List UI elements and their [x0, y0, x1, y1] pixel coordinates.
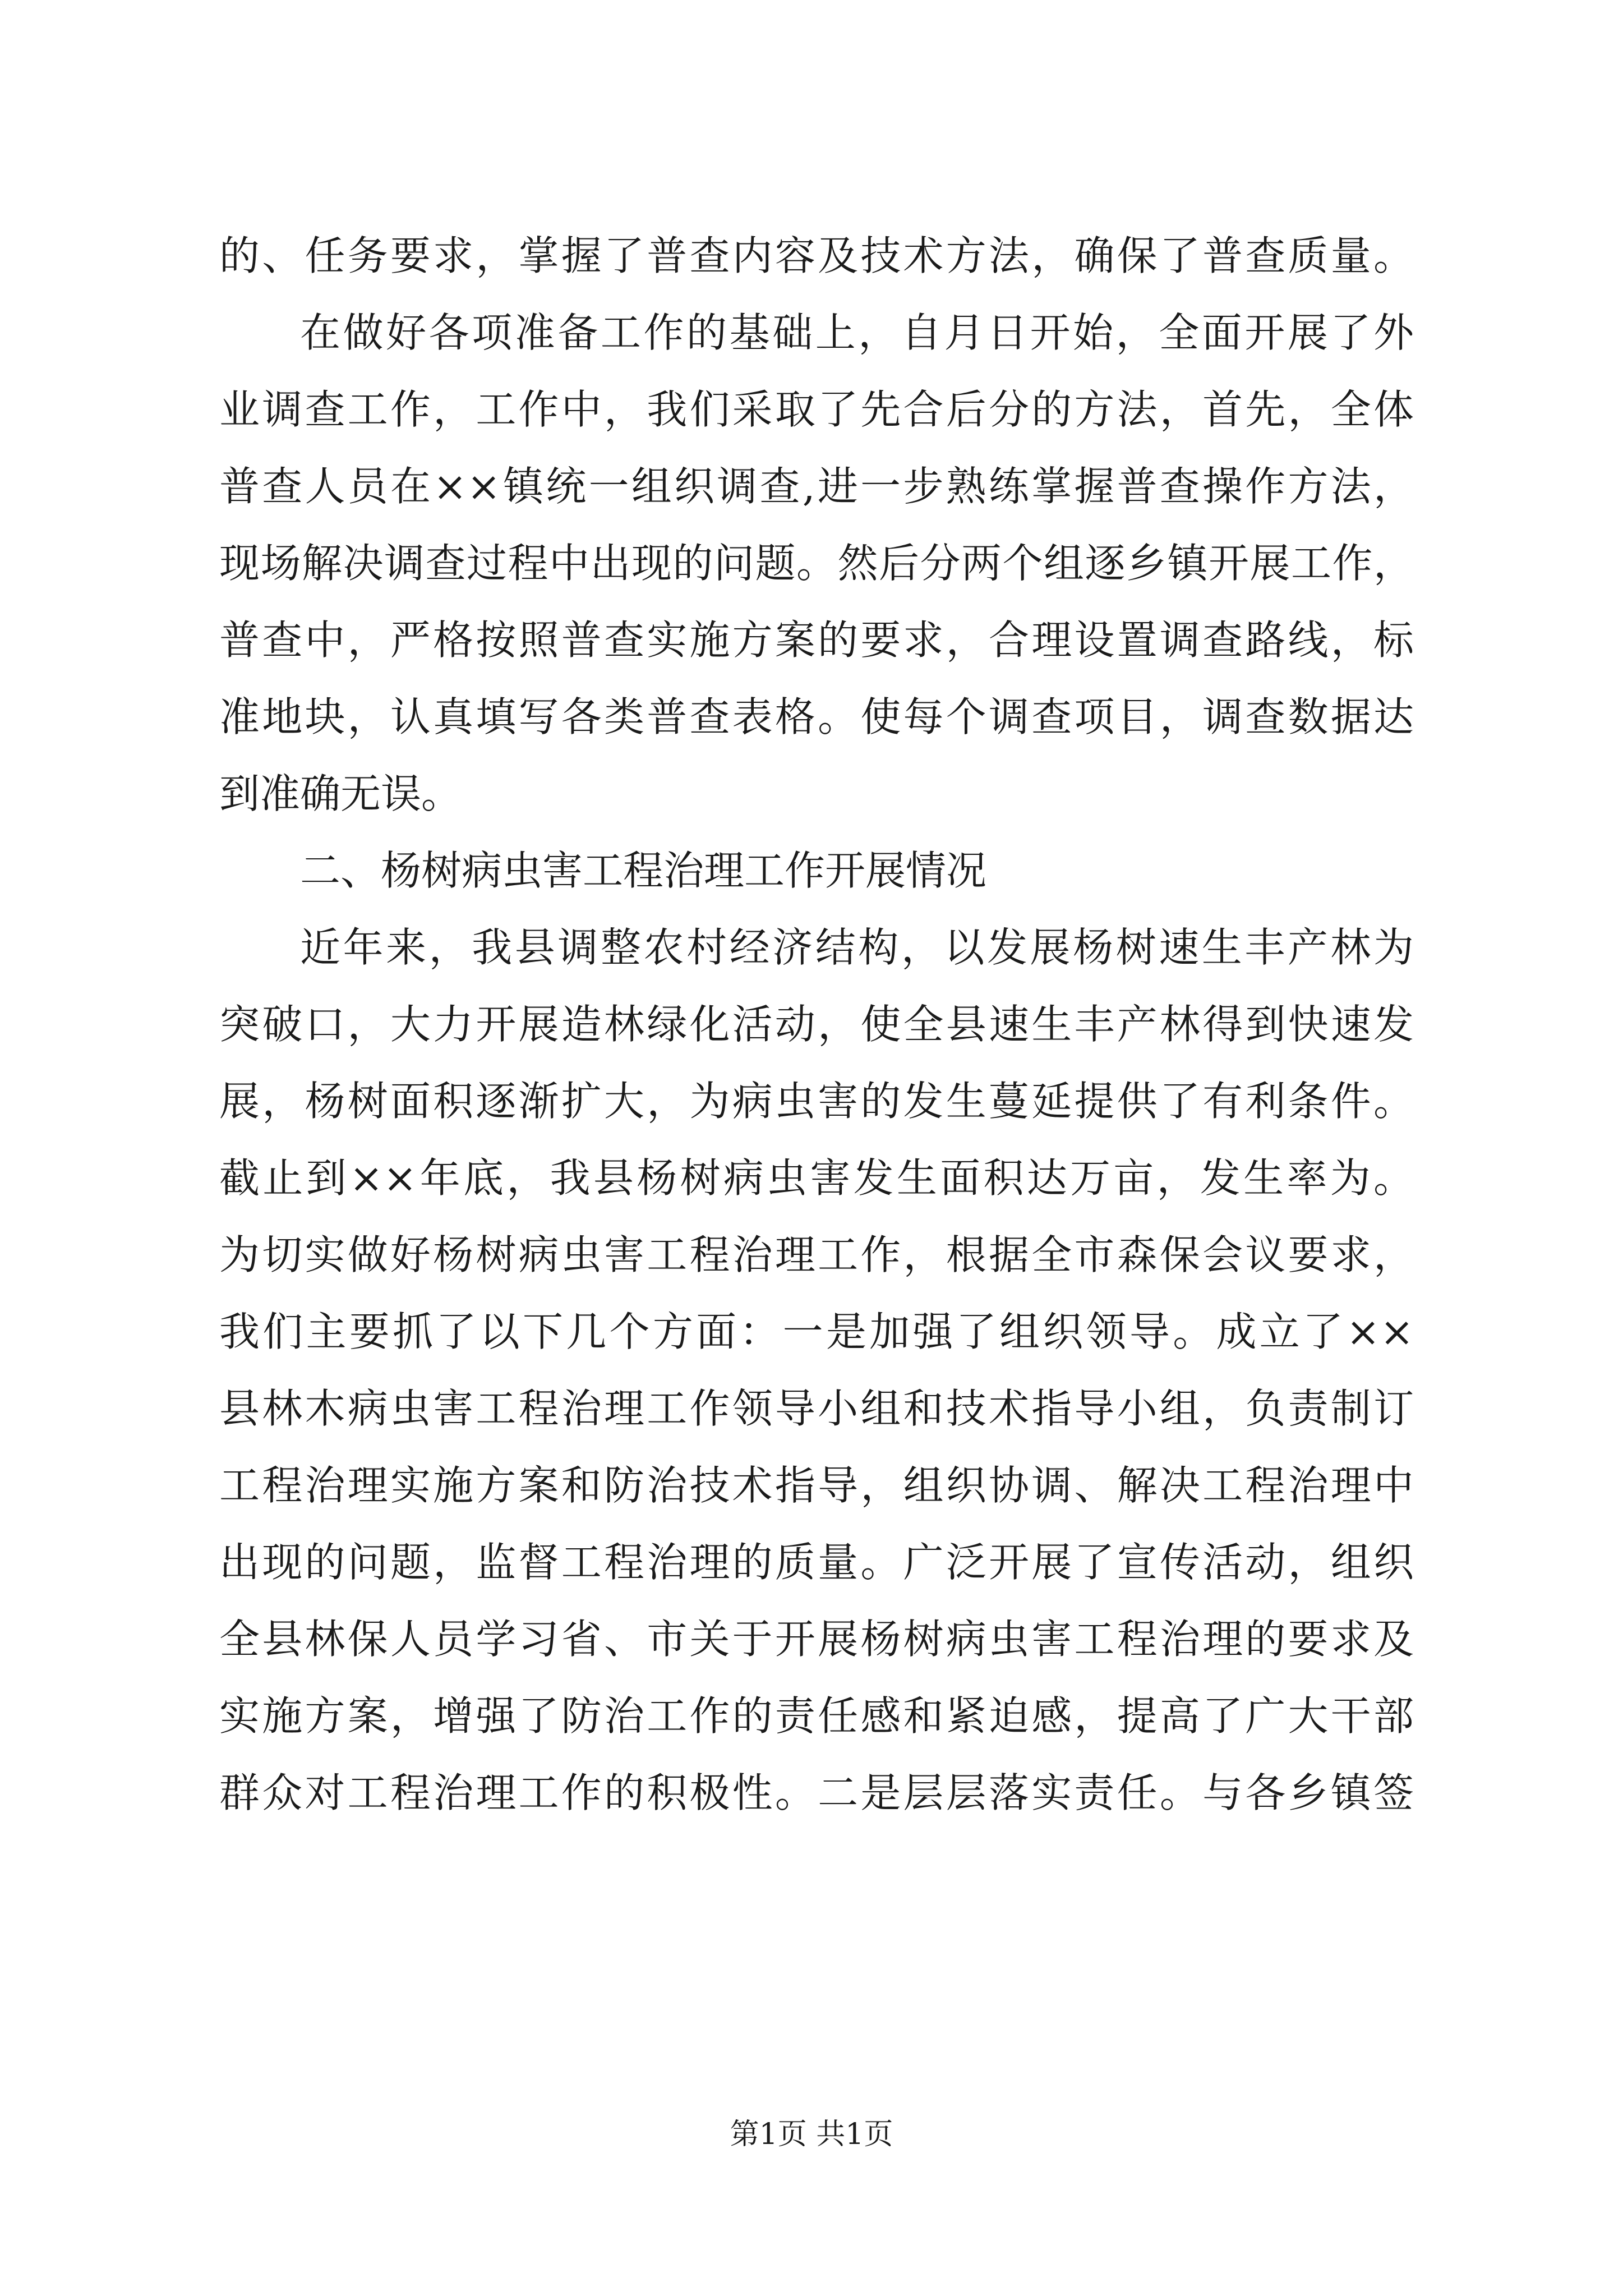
text-line: 在做好各项准备工作的基础上，自月日开始，全面开展了外 [300, 309, 1414, 356]
text-line: 现场解决调查过程中出现的问题。然后分两个组逐乡镇开展工作， [219, 540, 1414, 587]
text-line: 二、杨树病虫害工程治理工作开展情况 [300, 847, 987, 894]
document-body [219, 218, 1414, 1832]
text-line: 突破口，大力开展造林绿化活动，使全县速生丰产林得到快速发 [219, 1001, 1414, 1048]
text-line: 业调查工作，工作中，我们采取了先合后分的方法，首先，全体 [219, 386, 1414, 433]
text-line: 为切实做好杨树病虫害工程治理工作，根据全市森保会议要求， [219, 1231, 1414, 1278]
text-line: 县林木病虫害工程治理工作领导小组和技术指导小组，负责制订 [219, 1385, 1414, 1432]
text-line: 普查人员在××镇统一组织调查,进一步熟练掌握普查操作方法， [219, 463, 1414, 510]
text-line: 的、任务要求，掌握了普查内容及技术方法，确保了普查质量。 [219, 232, 1414, 279]
text-line: 全县林保人员学习省、市关于开展杨树病虫害工程治理的要求及 [219, 1616, 1414, 1663]
text-line: 近年来，我县调整农村经济结构，以发展杨树速生丰产林为 [300, 924, 1414, 971]
text-line: 到准确无误。 [219, 770, 462, 817]
text-line: 实施方案，增强了防治工作的责任感和紧迫感，提高了广大干部 [219, 1692, 1414, 1740]
text-line: 群众对工程治理工作的积极性。二是层层落实责任。与各乡镇签 [219, 1769, 1414, 1816]
text-line: 工程治理实施方案和防治技术指导，组织协调、解决工程治理中 [219, 1462, 1414, 1509]
text-line: 出现的问题，监督工程治理的质量。广泛开展了宣传活动，组织 [219, 1539, 1414, 1586]
page-footer: 第1页 共1页 [730, 2118, 893, 2151]
text-line: 准地块，认真填写各类普查表格。使每个调查项目，调查数据达 [219, 693, 1414, 740]
text-line: 展，杨树面积逐渐扩大，为病虫害的发生蔓延提供了有利条件。 [219, 1078, 1414, 1125]
text-line: 我们主要抓了以下几个方面：一是加强了组织领导。成立了×× [219, 1308, 1414, 1355]
text-line: 截止到××年底，我县杨树病虫害发生面积达万亩，发生率为。 [219, 1154, 1414, 1202]
text-line: 普查中，严格按照普查实施方案的要求，合理设置调查路线，标 [219, 616, 1414, 664]
